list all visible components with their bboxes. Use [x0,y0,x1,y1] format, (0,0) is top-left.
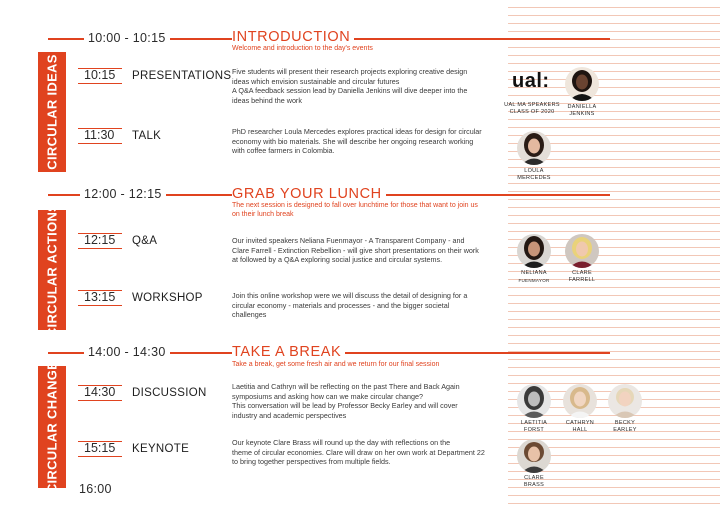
session-time: 11:30 [84,128,115,142]
section-tab [38,52,66,172]
avatar-daniella-jenkins [565,67,599,101]
session-description: Join this online workshop were we will discuss the detail of designing for a circular economy - materials and processes - and the bigger societal challenges [232,291,468,319]
section-subtitle: Take a break, get some fresh air and we return for our final session [232,361,440,368]
session-description: Five students will present their research projects exploring creative design ideas which envision sustainable and circular futures A Q&A feedback session lead by Daniella Jenkins will dive deeper into the ideas behind the work [232,67,468,105]
section-title: GRAB YOUR LUNCH [232,186,386,202]
end-time: 16:00 [79,482,112,496]
session-time: 13:15 [84,290,116,304]
person-label: LOULA MERCEDES [517,168,551,181]
person-label: CATHRYN HALL [565,420,595,433]
session-time: 14:30 [84,385,116,399]
session-name: KEYNOTE [132,443,190,455]
person-label: DANIELLA JENKINS [567,104,597,117]
person-label: CLARE FARRELL [568,270,596,283]
section-tab-label: CIRCULAR ACTIONS [44,202,60,338]
avatar-cathryn-hall [563,384,597,418]
session-time: 10:15 [84,68,116,82]
section-subtitle: Welcome and introduction to the day's events [232,45,373,52]
section-tab [38,202,66,338]
avatar-becky-earley [608,384,642,418]
section-title: TAKE A BREAK [232,344,345,360]
session-time: 15:15 [84,441,116,455]
session-name: PRESENTATIONS [132,70,232,82]
session-description: Our keynote Clare Brass will round up the day with reflections on the theme of circular economies. Clare will draw on her own work at Department 22 to bring together perspectives from multiple fields. [232,438,485,466]
session-name: TALK [132,130,162,142]
section-tab-label: CIRCULAR IDEAS [44,54,60,170]
avatar-neliana-fuenmayor [517,234,551,268]
session-name: WORKSHOP [132,292,203,304]
session-description: PhD researcher Loula Mercedes explores practical ideas for design for circular economy with bio materials. She will describe her ongoing research working with coffee farmers in Colombia. [232,127,482,155]
avatar-laetitia-forst [517,384,551,418]
session-time: 12:15 [84,233,116,247]
ual-logo: ual: [512,70,550,92]
person-label: NELIANA FUENMAYOR [518,270,550,283]
section-subtitle: The next session is designed to fall over lunchtime for those that want to join us on their lunch break [232,202,478,218]
avatar-clare-brass [517,439,551,473]
session-description: Laetitia and Cathryn will be reflecting on the past There and Back Again symposiums and asking how can we make circular change? This conversation will be lead by Professor Becky Earley and will cover industry and academic perspectives [232,382,460,420]
section-tab-label: CIRCULAR CHANGE [44,360,60,494]
section-time: 12:00 - 12:15 [80,187,166,201]
section-title: INTRODUCTION [232,29,354,45]
ual-logo-caption: UAL MA SPEAKERS CLASS OF 2020 [504,102,560,115]
person-label: LAETITIA FORST [520,420,548,433]
avatar-loula-mercedes [517,131,551,165]
section-time: 14:00 - 14:30 [84,345,170,359]
section-time: 10:00 - 10:15 [84,31,170,45]
person-label: CLARE BRASS [523,475,545,488]
session-description: Our invited speakers Neliana Fuenmayor - A Transparent Company - and Clare Farrell - Extinction Rebellion - will give short presentations on their work at followed by a Q&A exploring social justice and circular systems. [232,236,479,264]
session-name: Q&A [132,235,158,247]
avatar-clare-farrell [565,234,599,268]
section-tab [38,360,66,494]
person-label: BECKY EARLEY [613,420,637,433]
session-name: DISCUSSION [132,387,207,399]
